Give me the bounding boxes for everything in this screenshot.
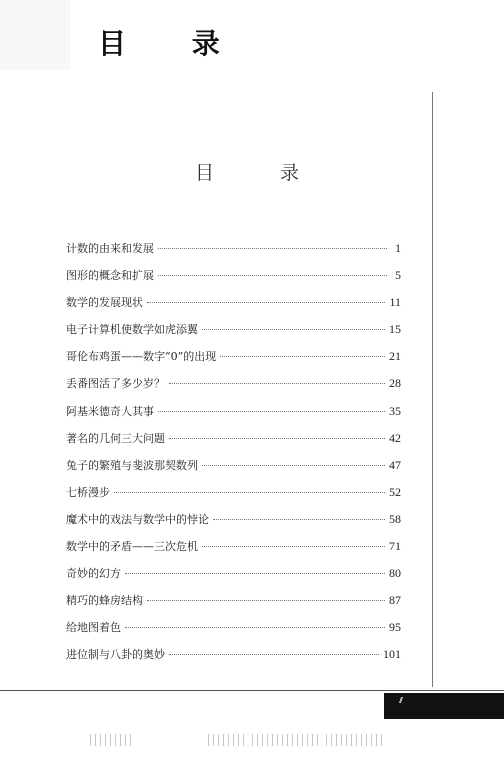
toc-entry-title: 兔子的繁殖与斐波那契数列 bbox=[66, 458, 198, 472]
table-of-contents bbox=[66, 240, 401, 674]
leader-dots bbox=[169, 654, 379, 655]
toc-entry-title: 精巧的蜂房结构 bbox=[66, 594, 143, 608]
toc-entry-page: 35 bbox=[389, 403, 401, 418]
toc-entry[interactable] bbox=[66, 321, 401, 348]
toc-entry[interactable] bbox=[66, 538, 401, 565]
toc-entry[interactable] bbox=[66, 348, 401, 375]
toc-title: 目 录 bbox=[195, 162, 330, 184]
toc-entry-title: 奇妙的幻方 bbox=[66, 567, 121, 581]
toc-entry[interactable] bbox=[66, 240, 401, 267]
toc-entry[interactable] bbox=[66, 565, 401, 592]
toc-entry-title: 阿基米德奇人其事 bbox=[66, 404, 154, 418]
leader-dots bbox=[158, 411, 385, 412]
toc-entry-title: 魔术中的戏法与数学中的悖论 bbox=[66, 512, 209, 526]
scan-black-block bbox=[384, 693, 504, 719]
toc-entry[interactable] bbox=[66, 484, 401, 511]
toc-entry-title: 数学的发展现状 bbox=[66, 296, 143, 310]
toc-entry-title: 哥伦布鸡蛋——数字“0”的出现 bbox=[66, 350, 217, 364]
toc-entry-page: 21 bbox=[389, 349, 401, 364]
toc-entry-page: 80 bbox=[389, 566, 401, 581]
toc-entry[interactable] bbox=[66, 403, 401, 430]
toc-entry-title: 计数的由来和发展 bbox=[66, 242, 154, 255]
toc-entry[interactable] bbox=[66, 294, 401, 321]
leader-dots bbox=[147, 302, 385, 303]
toc-entry[interactable] bbox=[66, 430, 401, 457]
leader-dots bbox=[125, 627, 385, 628]
toc-entry[interactable] bbox=[66, 375, 401, 402]
scan-artifact bbox=[252, 734, 318, 746]
toc-entry-page: 58 bbox=[389, 511, 401, 526]
leader-dots bbox=[202, 329, 385, 330]
toc-entry-page: 15 bbox=[389, 322, 401, 337]
toc-entry-page: 101 bbox=[383, 647, 401, 662]
toc-entry-page: 87 bbox=[389, 593, 401, 608]
scan-artifact bbox=[0, 0, 70, 70]
toc-entry-page: 42 bbox=[389, 430, 401, 445]
toc-entry-page: 5 bbox=[395, 268, 401, 283]
leader-dots bbox=[220, 356, 385, 357]
toc-entry[interactable] bbox=[66, 619, 401, 646]
toc-entry-page: 47 bbox=[389, 457, 401, 472]
toc-entry-page: 11 bbox=[389, 295, 401, 310]
toc-entry[interactable] bbox=[66, 592, 401, 619]
toc-entry-title: 给地图着色 bbox=[66, 621, 121, 635]
leader-dots bbox=[169, 438, 385, 439]
leader-dots bbox=[169, 383, 385, 384]
scan-artifact bbox=[90, 734, 132, 746]
toc-entry-title: 进位制与八卦的奥妙 bbox=[66, 648, 165, 662]
leader-dots bbox=[125, 573, 385, 574]
toc-entry[interactable] bbox=[66, 646, 401, 673]
scan-mark bbox=[399, 697, 403, 703]
page-edge-line bbox=[432, 92, 433, 687]
toc-entry-page: 95 bbox=[389, 620, 401, 635]
leader-dots bbox=[158, 248, 387, 249]
leader-dots bbox=[147, 600, 385, 601]
toc-entry[interactable] bbox=[66, 511, 401, 538]
leader-dots bbox=[213, 519, 385, 520]
leader-dots bbox=[114, 492, 385, 493]
toc-entry-page: 71 bbox=[389, 539, 401, 554]
toc-entry-title: 七桥漫步 bbox=[66, 485, 110, 499]
toc-entry-title: 数学中的矛盾——三次危机 bbox=[66, 540, 198, 554]
toc-entry-title: 电子计算机使数学如虎添翼 bbox=[66, 323, 198, 337]
page-bottom-line bbox=[0, 690, 504, 691]
leader-dots bbox=[202, 546, 385, 547]
toc-entry-page: 28 bbox=[389, 376, 401, 391]
leader-dots bbox=[158, 275, 387, 276]
toc-entry[interactable] bbox=[66, 457, 401, 484]
scan-artifact bbox=[326, 734, 384, 746]
leader-dots bbox=[202, 465, 385, 466]
toc-entry-title: 丢番图活了多少岁？ bbox=[66, 377, 165, 391]
toc-entry[interactable] bbox=[66, 267, 401, 294]
page-header-title: 目 录 bbox=[98, 27, 248, 60]
scan-artifact bbox=[208, 734, 244, 746]
toc-entry-page: 52 bbox=[389, 484, 401, 499]
toc-entry-title: 图形的概念和扩展 bbox=[66, 269, 154, 283]
toc-entry-title: 著名的几何三大问题 bbox=[66, 431, 165, 445]
toc-entry-page: 1 bbox=[395, 241, 401, 255]
